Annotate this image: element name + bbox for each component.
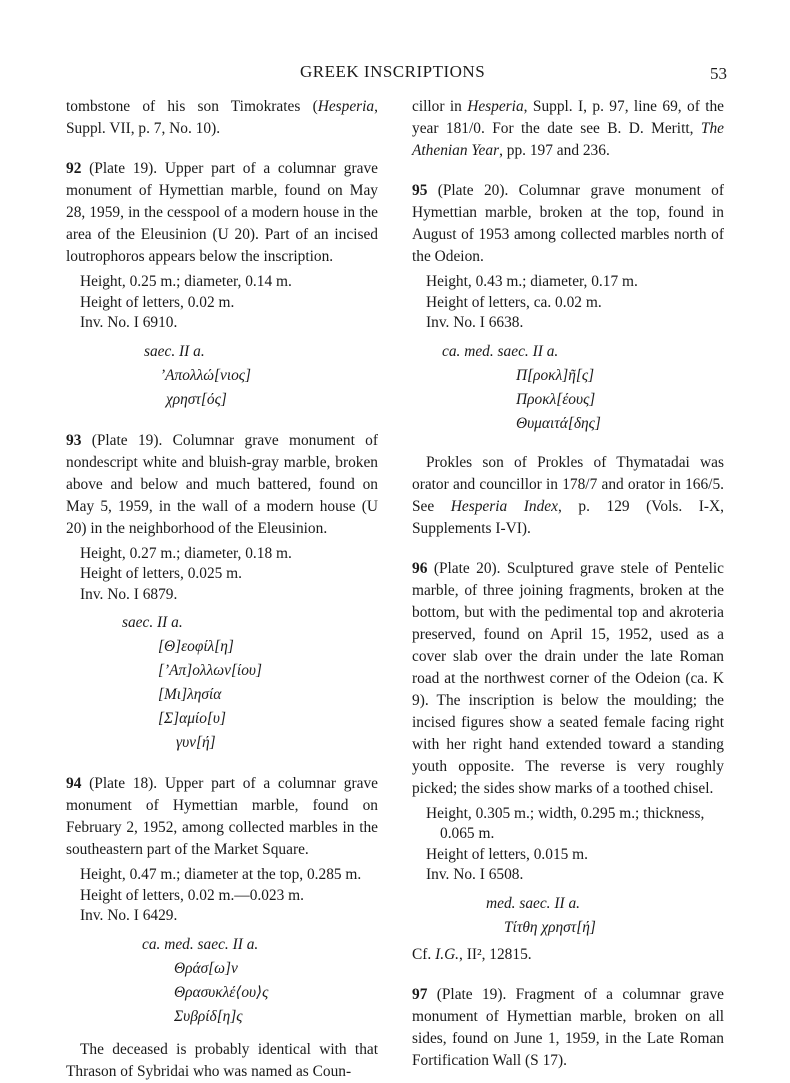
entry-93 — [66, 430, 378, 756]
measurement-line: Height of letters, ca. 0.02 m. — [426, 293, 602, 311]
entry-92 — [66, 158, 378, 412]
measurements — [426, 272, 724, 334]
running-head: GREEK INSCRIPTIONS — [300, 62, 486, 81]
text-run: , Suppl. VII, p. 7, No. 10). — [66, 98, 378, 137]
inscription-line: Π[ροκλ]ῆ[ς] — [516, 366, 595, 384]
inscription-text — [412, 340, 724, 436]
book-title: The Athenian Year — [412, 120, 724, 159]
journal-title: Hesperia — [317, 98, 375, 115]
journal-title: Hesperia Index — [450, 497, 558, 515]
inventory-number: Inv. No. I 6429. — [80, 907, 178, 924]
inscription-line: Θράσ[ω]ν — [174, 959, 238, 977]
inscription-line: Προκλ[έους] — [516, 390, 596, 408]
inventory-number: Inv. No. I 6879. — [80, 585, 178, 603]
entry-description — [66, 773, 378, 861]
inscription-text — [66, 611, 378, 755]
inventory-number: Inv. No. I 6508. — [426, 866, 524, 883]
entry-94 — [66, 773, 378, 1029]
commentary-paragraph — [412, 452, 724, 540]
entry-description — [66, 430, 378, 540]
entry-97 — [412, 984, 724, 1072]
inscription-line: Θρασυκλέ⟨ου⟩ς — [174, 983, 269, 1001]
inscription-date: ca. med. saec. II a. — [142, 935, 259, 953]
inscription-text — [412, 892, 724, 940]
entry-description — [412, 984, 724, 1072]
entry-text: (Plate 18). Upper part of a columnar grave monument of Hymettian marble, found on February 2, 1952, among collected marbles in the southeastern part of the Market Square. — [66, 775, 378, 858]
measurement-line: Height of letters, 0.02 m.—0.023 m. — [80, 886, 304, 904]
measurement-line: Height of letters, 0.02 m. — [80, 293, 235, 311]
text-run: Cf. — [412, 945, 436, 963]
measurement-line: Height of letters, 0.025 m. — [80, 565, 242, 582]
inscription-date: saec. II a. — [144, 342, 205, 360]
inscription-date: ca. med. saec. II a. — [442, 342, 559, 360]
measurements — [80, 865, 378, 927]
inscription-line: Συβρίδ[η]ς — [174, 1007, 243, 1025]
inscription-text — [66, 340, 378, 412]
right-column — [412, 96, 724, 1072]
inscription-line: Τίτθη χρηστ[ή] — [504, 918, 596, 936]
entry-96 — [412, 558, 724, 966]
measurements — [80, 272, 378, 334]
journal-title: Hesperia — [467, 98, 524, 115]
left-column — [66, 96, 378, 1083]
inscription-date: med. saec. II a. — [486, 894, 581, 912]
entry-number: 97 — [412, 985, 428, 1003]
measurement-line: Height, 0.43 m.; diameter, 0.17 m. — [426, 273, 638, 290]
corpus-abbreviation: I.G. — [435, 945, 460, 963]
measurement-line: Height, 0.47 m.; diameter at the top, 0.285 m. — [80, 866, 362, 883]
text-run: cillor in — [412, 98, 468, 115]
entry-text: (Plate 19). Fragment of a columnar grave monument of Hymettian marble, broken on all sides, found on June 1, 1959, in the Late Roman Fortification Wall (S 17). — [412, 985, 724, 1069]
cross-reference — [412, 944, 724, 966]
measurements — [426, 804, 724, 886]
continuation-paragraph — [412, 96, 724, 162]
inventory-number: Inv. No. I 6638. — [426, 314, 524, 331]
text-run: , pp. 197 and 236. — [499, 142, 610, 159]
entry-number: 95 — [412, 182, 428, 199]
inscription-line: Θυμαιτά[δης] — [516, 414, 601, 432]
inscription-line: [’Απ]ολλων[ίου] — [158, 662, 262, 679]
entry-number: 93 — [66, 431, 82, 449]
inventory-number: Inv. No. I 6910. — [80, 314, 178, 331]
measurement-line: Height, 0.27 m.; diameter, 0.18 m. — [80, 544, 292, 562]
entry-text: (Plate 19). Upper part of a columnar grave monument of Hymettian marble, found on May 28, 1959, in the cesspool of a modern house in the area of the Eleusinion (U 20). Part of an incised loutrophoros appears below the inscription. — [66, 160, 378, 265]
entry-text: (Plate 20). Sculptured grave stele of Pentelic marble, of three joining fragments, broken at the bottom, but with the pedimental top and akroteria preserved, found on April 15, 1952, used as a cover slab over the drain under the late Roman road at the northwest corner of the Odeion (ca. K 9). The inscription is below the moulding; the incised figures show a seated female facing right with her right hand extended toward a standing youth opposite. The reverse is very roughly picked; the sides show marks of a toothed chisel. — [412, 559, 724, 797]
entry-number: 96 — [412, 559, 428, 577]
page-number: 53 — [710, 64, 727, 83]
measurement-line: Height of letters, 0.015 m. — [426, 845, 588, 863]
inscription-line: χρηστ[ός] — [166, 390, 227, 408]
inscription-line: ’Απολλώ[νιος] — [160, 366, 252, 384]
measurement-line: Height, 0.25 m.; diameter, 0.14 m. — [80, 273, 292, 290]
continuation-paragraph — [66, 96, 378, 140]
inscription-text — [66, 933, 378, 1029]
entry-text: (Plate 20). Columnar grave monument of Hymettian marble, broken at the top, found in August of 1953 among collected marbles north of the Odeion. — [412, 182, 724, 265]
measurements — [80, 544, 378, 606]
text-run: , p. 129 (Vols. I-X, Supplements I-VI). — [412, 497, 724, 537]
text-run: , II², 12815. — [459, 945, 532, 963]
inscription-line: γυν[ή] — [176, 734, 216, 751]
entry-description — [66, 158, 378, 268]
inscription-line: [Σ]αμίο[υ] — [158, 710, 226, 727]
measurement-line: 0.065 m. — [440, 825, 495, 842]
entry-95 — [412, 180, 724, 540]
text-run: Prokles son of Prokles of Thymatadai was orator and councillor in 178/7 and orator in 166/5. See — [412, 453, 724, 515]
inscription-line: [Θ]εοφίλ[η] — [158, 638, 234, 655]
text-run: , Suppl. I, p. 97, line 69, of the year 181/0. For the date see B. D. Meritt, — [412, 98, 724, 137]
inscription-line: [Μι]λησία — [158, 686, 222, 703]
entry-number: 94 — [66, 775, 82, 792]
entry-description — [412, 180, 724, 268]
entry-text: (Plate 19). Columnar grave monument of nondescript white and bluish-gray marble, broken above and below and much battered, found on May 5, 1959, in the wall of a modern house (U 20) in the neighborhood of the Eleusinion. — [66, 431, 378, 537]
inscription-date: saec. II a. — [122, 614, 183, 631]
entry-number: 92 — [66, 160, 82, 177]
measurement-line: Height, 0.305 m.; width, 0.295 m.; thickness, — [426, 804, 705, 822]
entry-description — [412, 558, 724, 800]
commentary-paragraph: The deceased is probably identical with that Thrason of Sybridai who was named as Coun- — [66, 1040, 378, 1080]
text-run: tombstone of his son Timokrates ( — [66, 98, 318, 115]
